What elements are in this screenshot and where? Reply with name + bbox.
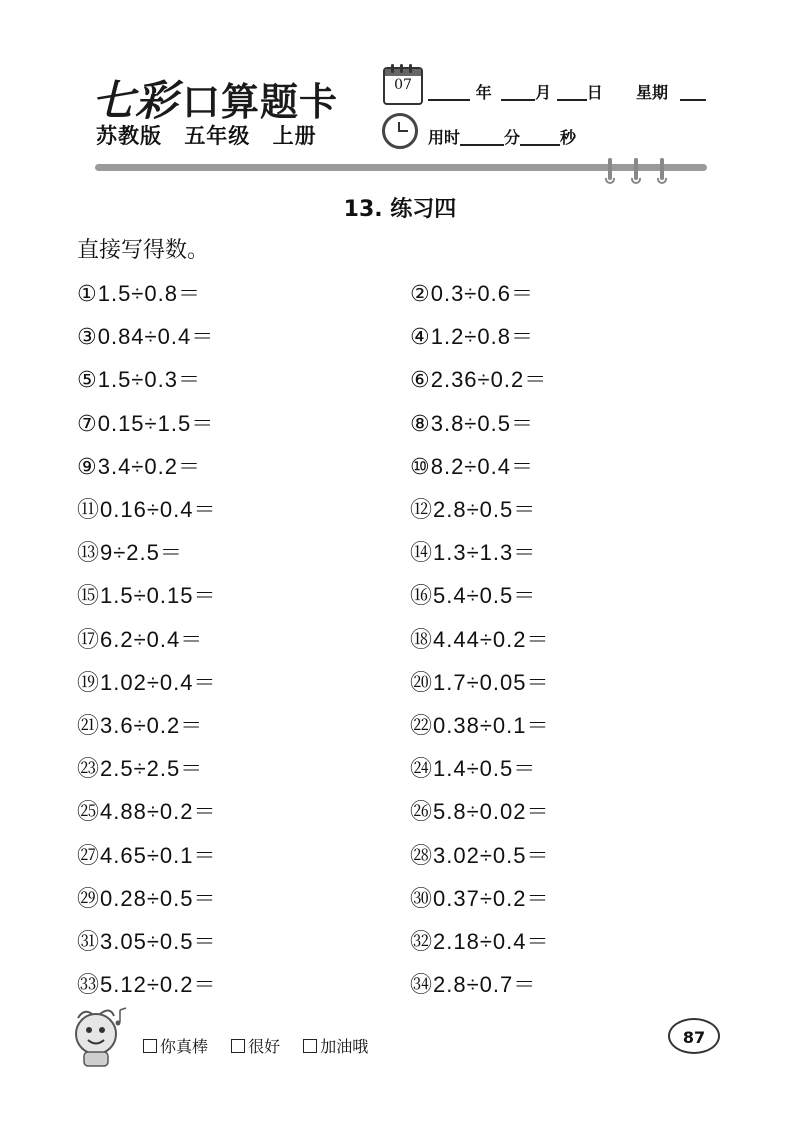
weekday-blank[interactable] — [680, 99, 706, 101]
calendar-icon — [383, 67, 423, 105]
mascot-icon — [70, 1004, 130, 1068]
problem-item: ㉕4.88÷0.2＝ — [77, 799, 217, 825]
problem-item: ⑧3.8÷0.5＝ — [410, 410, 534, 436]
year-label: 年 — [475, 83, 492, 102]
problem-item: ⑬9÷2.5＝ — [77, 540, 183, 566]
time-used-line — [428, 125, 576, 148]
problem-item: ②0.3÷0.6＝ — [410, 281, 534, 306]
problem-item: ①1.5÷0.8＝ — [77, 281, 201, 306]
problem-item: ⑨3.4÷0.2＝ — [77, 453, 201, 479]
time-used-label: 用时 — [428, 128, 461, 147]
brand-qicai: 七彩 — [92, 76, 179, 125]
year-blank[interactable] — [428, 99, 470, 101]
problem-item: ⑮1.5÷0.15＝ — [77, 583, 217, 609]
calendar-day: 07 — [394, 77, 412, 93]
lesson-title: 13. 练习四 — [343, 197, 457, 222]
problem-item: ㉛3.05÷0.5＝ — [77, 929, 217, 954]
problem-item: ㉔1.4÷0.5＝ — [410, 756, 537, 782]
problem-item: ㉑3.6÷0.2＝ — [77, 713, 204, 738]
problem-item: ㉙0.28÷0.5＝ — [77, 885, 217, 911]
rating-option[interactable] — [303, 1037, 368, 1056]
instruction: 直接写得数。 — [77, 238, 210, 263]
brand-name: 口算题卡 — [182, 80, 339, 124]
checkbox-icon[interactable] — [231, 1039, 245, 1053]
day-blank[interactable] — [557, 99, 587, 101]
checkbox-icon[interactable] — [143, 1039, 157, 1053]
problem-item: ⑪0.16÷0.4＝ — [77, 497, 217, 522]
problem-item: ㉘3.02÷0.5＝ — [410, 842, 550, 868]
problem-item: ⑥2.36÷0.2＝ — [410, 367, 548, 393]
problem-item: ⑱4.44÷0.2＝ — [410, 626, 550, 652]
divider-hook-icon — [634, 158, 638, 180]
self-rating — [143, 1034, 386, 1057]
edition-grade: 五年级 — [184, 124, 251, 148]
problem-item: ㉖5.8÷0.02＝ — [410, 799, 550, 825]
problem-item: ⑳1.7÷0.05＝ — [410, 669, 550, 695]
day-label: 日 — [586, 83, 603, 102]
edition-line — [96, 120, 331, 150]
problem-item: ㉞2.8÷0.7＝ — [410, 972, 537, 998]
problem-item: ⑩8.2÷0.4＝ — [410, 453, 534, 479]
rating-label: 加油哦 — [320, 1037, 369, 1056]
rating-label: 你真棒 — [160, 1037, 209, 1056]
minutes-label: 分 — [504, 128, 521, 147]
problem-item: ④1.2÷0.8＝ — [410, 324, 534, 350]
divider-hook-icon — [660, 158, 664, 180]
problem-item: ㉚0.37÷0.2＝ — [410, 885, 550, 911]
rating-option[interactable] — [143, 1037, 208, 1056]
problem-item: ㉗4.65÷0.1＝ — [77, 842, 217, 868]
seconds-blank[interactable] — [520, 144, 560, 146]
brand-title — [92, 68, 338, 128]
problem-item: ㉓2.5÷2.5＝ — [77, 756, 204, 782]
rating-option[interactable] — [231, 1037, 280, 1056]
minutes-blank[interactable] — [460, 144, 504, 146]
date-fill-line — [428, 80, 706, 103]
problem-item: ⑭1.3÷1.3＝ — [410, 540, 537, 566]
rating-label: 很好 — [248, 1037, 281, 1056]
seconds-label: 秒 — [560, 128, 577, 147]
checkbox-icon[interactable] — [303, 1039, 317, 1053]
weekday-label: 星期 — [635, 83, 668, 102]
clock-icon — [382, 113, 418, 149]
header-divider — [95, 164, 707, 171]
month-blank[interactable] — [501, 99, 535, 101]
problem-item: ⑦0.15÷1.5＝ — [77, 410, 215, 436]
problem-item: ㉝5.12÷0.2＝ — [77, 972, 217, 998]
problem-item: ③0.84÷0.4＝ — [77, 324, 215, 350]
problem-item: ⑲1.02÷0.4＝ — [77, 669, 217, 695]
problem-item: ⑰6.2÷0.4＝ — [77, 626, 204, 652]
problem-item: ⑫2.8÷0.5＝ — [410, 497, 537, 522]
page-number: 87 — [668, 1018, 720, 1054]
problem-item: ⑯5.4÷0.5＝ — [410, 583, 537, 609]
problem-item: ㉒0.38÷0.1＝ — [410, 713, 550, 738]
month-label: 月 — [535, 83, 552, 102]
divider-hook-icon — [608, 158, 612, 180]
problem-item: ⑤1.5÷0.3＝ — [77, 367, 201, 393]
edition-volume: 上册 — [272, 124, 317, 148]
problem-item: ㉜2.18÷0.4＝ — [410, 929, 550, 954]
edition-publisher: 苏教版 — [96, 124, 162, 148]
